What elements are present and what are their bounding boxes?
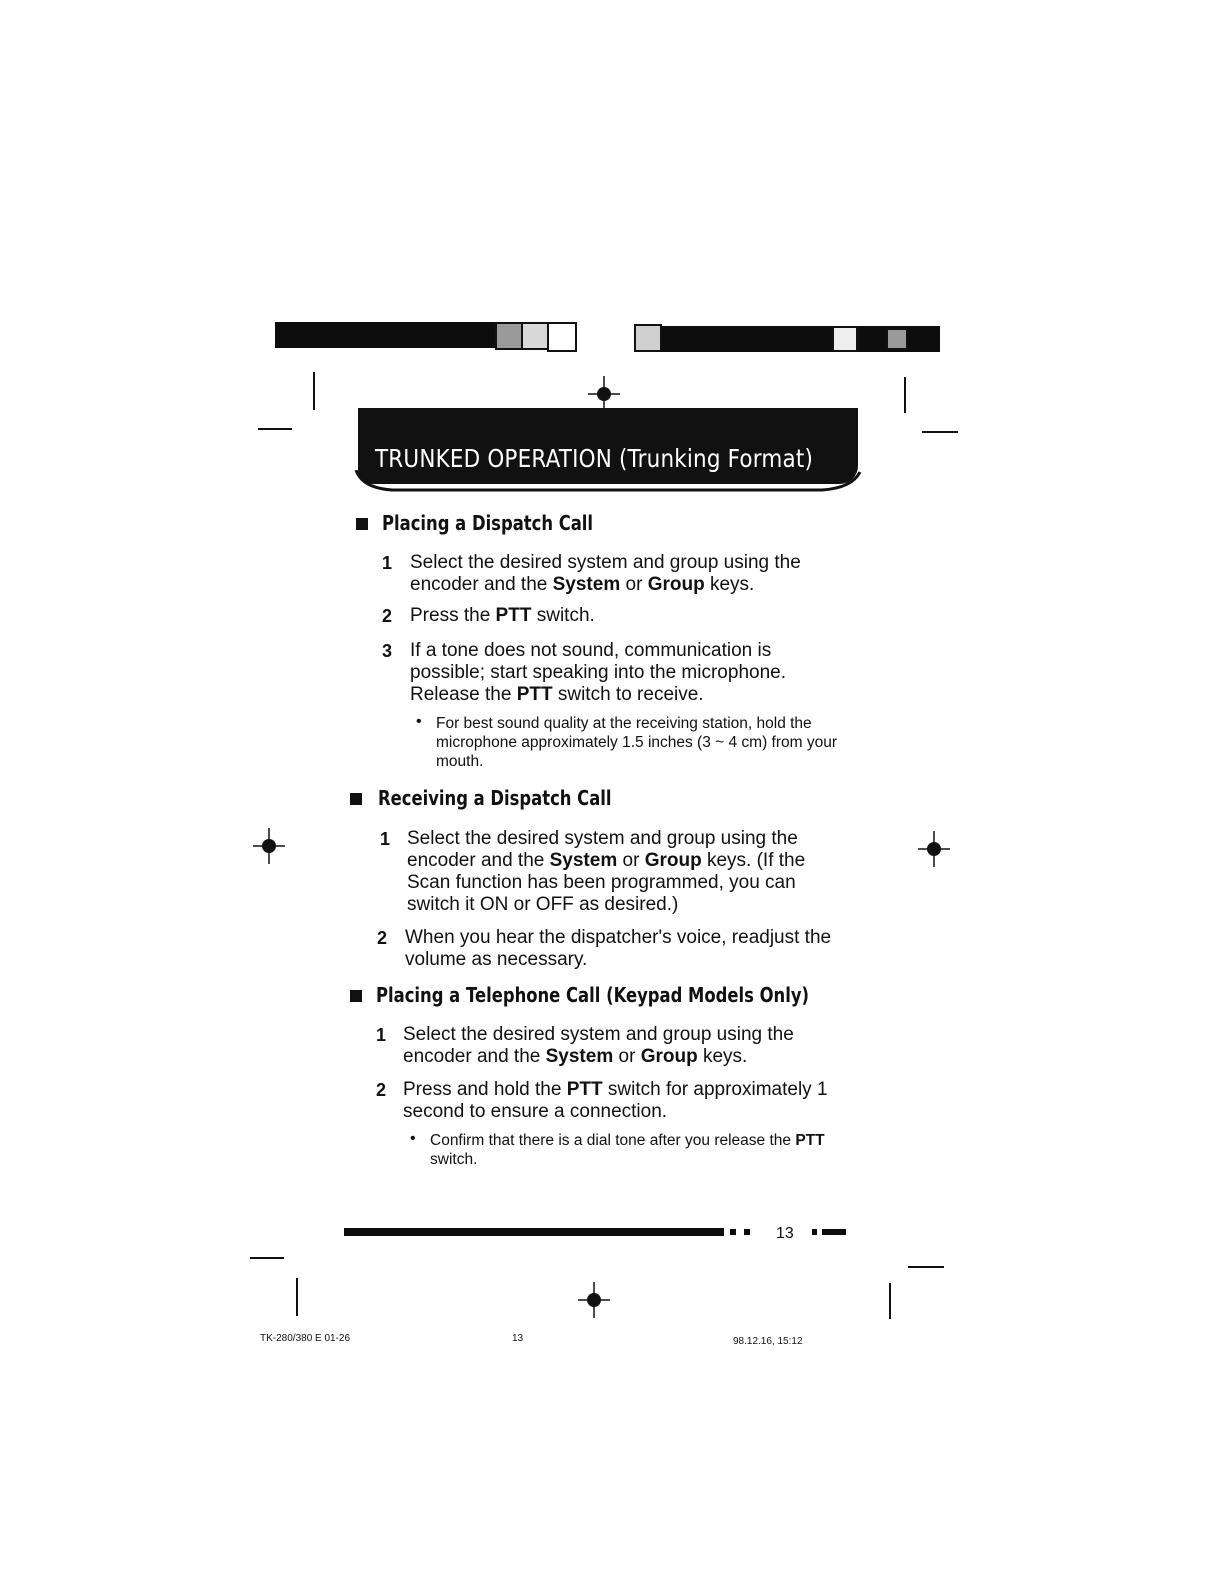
square-bullet-icon bbox=[350, 990, 362, 1002]
note-bullet: • bbox=[410, 1130, 416, 1147]
top-right-registration-bar bbox=[662, 326, 832, 352]
step-text: Select the desired system and group using the encoder and the System or Group keys. (If the Scan function has been programmed, you can switch it ON or OFF as desired.) bbox=[407, 828, 806, 915]
crop-mark bbox=[258, 428, 292, 430]
crop-mark bbox=[889, 1283, 891, 1319]
step-text: When you hear the dispatcher's voice, readjust the volume as necessary. bbox=[405, 927, 832, 970]
page-number: 13 bbox=[776, 1225, 794, 1242]
crop-mark bbox=[922, 431, 958, 433]
step-text: Select the desired system and group using the encoder and the System or Group keys. bbox=[410, 552, 801, 595]
step-text: Press and hold the PTT switch for approximately 1 second to ensure a connection. bbox=[403, 1079, 828, 1122]
registration-swatch bbox=[832, 326, 858, 352]
crop-mark bbox=[904, 377, 906, 413]
step-number: 1 bbox=[376, 1025, 387, 1045]
note-bullet: • bbox=[416, 713, 422, 730]
square-bullet-icon bbox=[350, 793, 362, 805]
registration-swatch bbox=[547, 322, 577, 352]
page-footer-rule-end bbox=[822, 1229, 846, 1235]
section-title: Receiving a Dispatch Call bbox=[378, 786, 612, 810]
registration-swatch bbox=[495, 322, 523, 350]
step-text: If a tone does not sound, communication is possible; start speaking into the microphone. Release the PTT switch to receive. bbox=[410, 640, 786, 705]
crop-mark bbox=[296, 1278, 298, 1316]
top-left-registration-bar bbox=[275, 322, 495, 348]
step-text: Press the PTT switch. bbox=[410, 605, 595, 626]
page-footer-rule-dot bbox=[730, 1229, 736, 1235]
note-text: For best sound quality at the receiving station, hold the microphone approximately 1.5 inches (3 ~ 4 cm) from your mouth. bbox=[436, 715, 838, 770]
step-number: 1 bbox=[380, 829, 391, 849]
step-number: 3 bbox=[382, 641, 393, 661]
crop-mark bbox=[250, 1257, 284, 1259]
crop-mark bbox=[908, 1266, 944, 1268]
page-footer-rule-dot bbox=[812, 1229, 817, 1235]
section-title: Placing a Telephone Call (Keypad Models Only) bbox=[376, 983, 810, 1007]
footer-center: 13 bbox=[512, 1333, 524, 1344]
note-text: Confirm that there is a dial tone after you release the PTT switch. bbox=[430, 1132, 825, 1168]
footer-right: 98.12.16, 15:12 bbox=[733, 1336, 803, 1347]
page-footer-rule-dot bbox=[744, 1229, 750, 1235]
registration-swatch bbox=[634, 324, 662, 352]
square-bullet-icon bbox=[356, 518, 368, 530]
page-footer-rule bbox=[344, 1228, 724, 1236]
registration-target-icon bbox=[249, 826, 289, 866]
registration-swatch bbox=[521, 322, 549, 350]
crop-mark bbox=[313, 372, 315, 410]
header-band-underline bbox=[352, 470, 864, 494]
registration-target-icon bbox=[574, 1280, 614, 1320]
chapter-title: TRUNKED OPERATION (Trunking Format) bbox=[375, 444, 814, 473]
step-number: 1 bbox=[382, 553, 393, 573]
step-number: 2 bbox=[382, 606, 393, 626]
registration-target-icon bbox=[914, 829, 954, 869]
step-text: Select the desired system and group using the encoder and the System or Group keys. bbox=[403, 1024, 794, 1067]
registration-swatch bbox=[886, 328, 908, 350]
footer-left: TK-280/380 E 01-26 bbox=[260, 1333, 351, 1344]
step-number: 2 bbox=[377, 928, 388, 948]
step-number: 2 bbox=[376, 1080, 387, 1100]
section-title: Placing a Dispatch Call bbox=[382, 511, 594, 535]
